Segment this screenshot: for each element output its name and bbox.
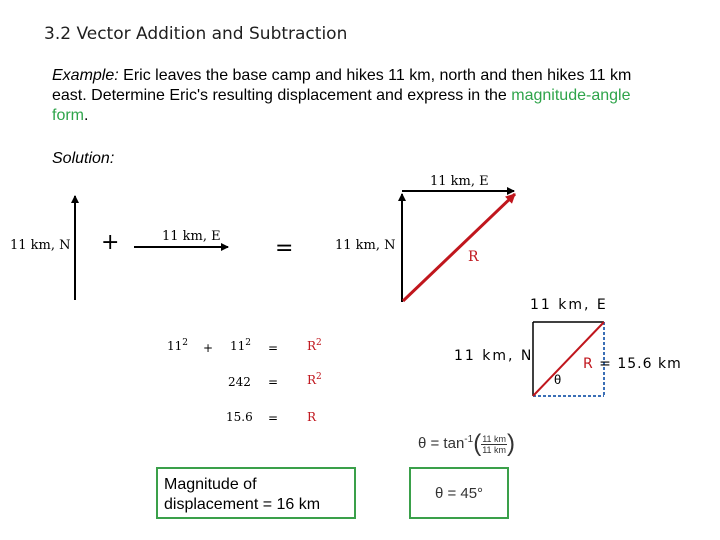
eq-row2-equals: = (268, 375, 279, 389)
magnitude-answer-box: Magnitude of displacement = 16 km (156, 467, 356, 519)
triangle-north-label: 11 km, N (335, 238, 396, 253)
eq-row3-equals: = (268, 411, 279, 425)
slide-title: 3.2 Vector Addition and Subtraction (44, 24, 348, 44)
angle-fig-east-label: 11 km, E (530, 297, 608, 313)
angle-fig-theta: θ (554, 372, 562, 387)
triangle-east-label: 11 km, E (430, 174, 489, 189)
eq-row3-r: R (307, 410, 317, 424)
north-vector-label: 11 km, N (10, 238, 71, 253)
eq-row1-plus: + (203, 341, 214, 355)
east-vector-label: 11 km, E (162, 229, 221, 244)
equals-sign: = (275, 236, 294, 261)
eq-row1-a: $11^2$ (167, 338, 189, 353)
problem-highlight: magnitude-angle form (52, 87, 631, 124)
tan-formula: $\theta = \tan^{-1}$( $\frac{11 km}{11 km}$ ) (418, 430, 516, 457)
eq-row1-b: $11^2$ (230, 338, 252, 353)
angle-fig-r-label: R = 15.6 km (583, 356, 682, 372)
eq-row2-a: 242 (228, 375, 251, 389)
resultant-label: R (468, 249, 479, 265)
eq-row3-a: 15.6 (226, 410, 253, 424)
eq-row1-r: $R^2$ (307, 338, 322, 353)
resultant-vector (403, 194, 515, 301)
eq-row1-equals: = (268, 341, 279, 355)
plus-sign: + (101, 230, 120, 255)
solution-label: Solution: (52, 150, 115, 167)
problem-lead: Example: (52, 67, 119, 84)
problem-end: . (84, 107, 89, 124)
angle-fig-north-label: 11 km, N (454, 348, 534, 364)
problem-text: Eric leaves the base camp and hikes 11 km, north and then hikes 11 km east. Determine Eric's resulting displacement and express in the (52, 67, 632, 104)
eq-row2-r: $R^2$ (307, 372, 322, 387)
angle-answer-box: θ = 45° (409, 467, 509, 519)
